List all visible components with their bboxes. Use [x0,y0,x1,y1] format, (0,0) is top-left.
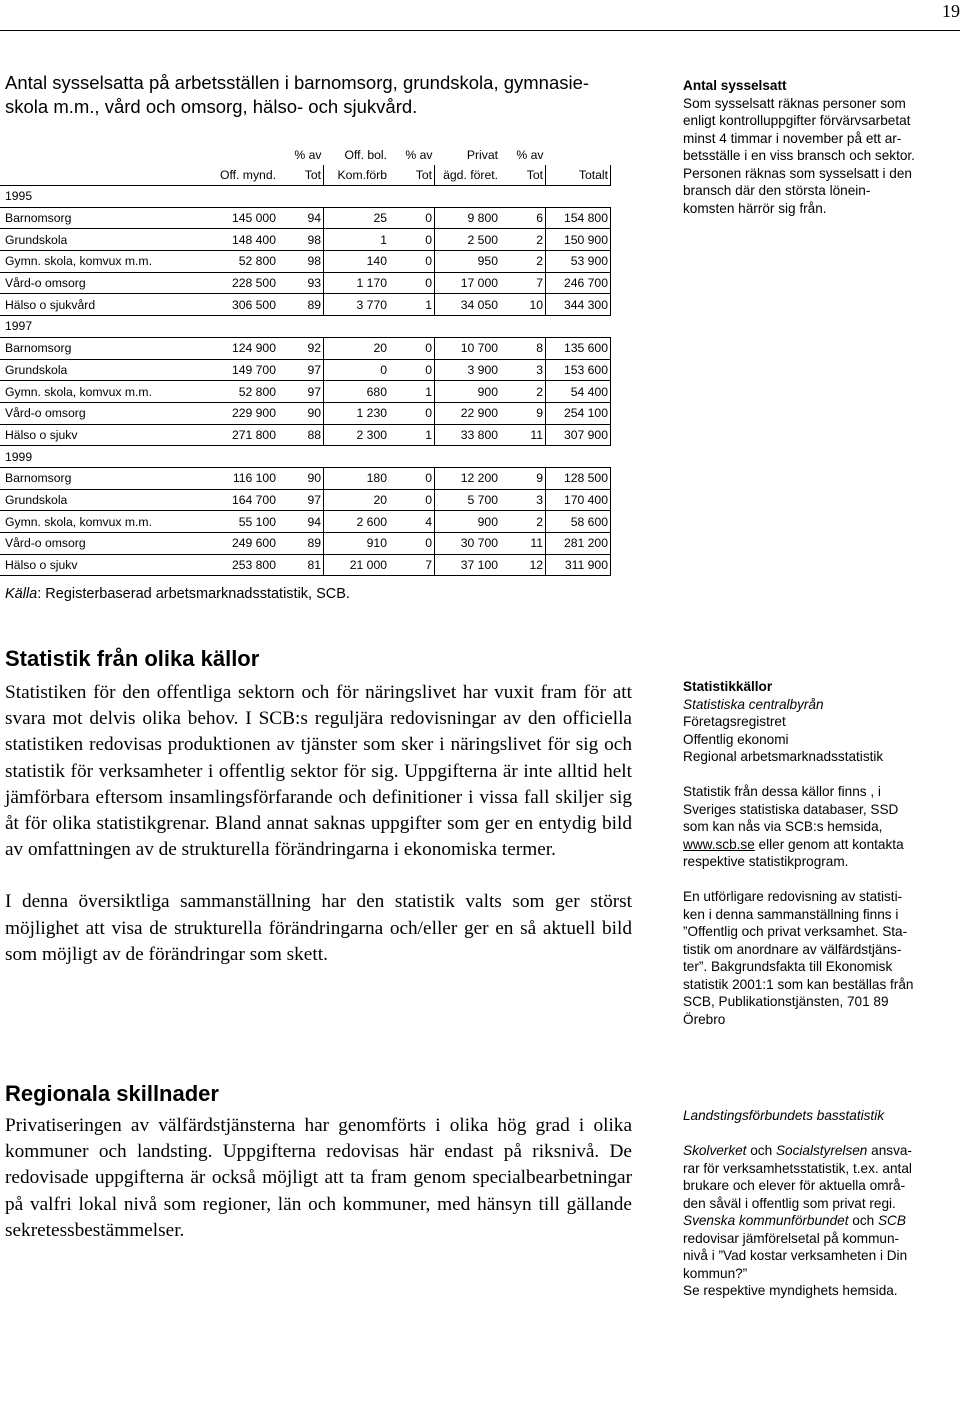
row-label-cell: 1995 [0,186,214,208]
table-cell: 148 400 [214,229,278,251]
sidebar-text: ansva- [867,1143,912,1158]
table-cell: 254 100 [546,402,611,424]
table-row [0,402,611,424]
table-cell: 135 600 [546,337,611,359]
table-cell: 153 600 [546,359,611,381]
table-title-line-2: skola m.m., vård och omsorg, hälso- och sjukvård. [5,96,418,117]
section-heading-regionala: Regionala skillnader [5,1081,219,1106]
table-cell: 7 [500,272,546,294]
table-cell: 90 [278,402,324,424]
table-cell: 307 900 [546,424,611,446]
sidebar-text: och [848,1213,878,1228]
table-cell: 90 [278,467,324,489]
table-cell: 306 500 [214,294,278,316]
table-cell: 3 [500,359,546,381]
table-row [0,337,611,359]
table-cell: 164 700 [214,489,278,511]
table-cell [500,446,546,468]
table-cell: 9 [500,467,546,489]
table-cell: 52 800 [214,381,278,403]
table-cell: 0 [389,489,435,511]
sidebar-italic-line: Statistiska centralbyrån [683,696,824,712]
sidebar-line: betsställe i en viss bransch och sektor. [683,148,915,163]
table-cell: 98 [278,251,324,273]
table-cell: % av [516,148,544,162]
employment-table [0,145,611,576]
sidebar-line: minst 4 timmar i november på ett ar- [683,130,902,146]
table-row [0,251,611,273]
sidebar-heading: Statistikkällor [683,679,773,694]
sidebar-line: ”Offentlig och privat verksamhet. Sta- [683,924,908,939]
table-cell: 0 [389,467,435,489]
source-text: : Registerbaserad arbetsmarknadsstatistik, SCB. [37,586,350,602]
sidebar-line: nivå i ”Vad kostar verksamheten i Din [683,1248,908,1263]
table-cell: 180 [324,467,390,489]
paragraph: Privatiseringen av välfärdstjänsterna har genomförts i olika hög grad i olika kommuner och landsting. Uppgifterna redovisas här endast på riksnivå. De redovisade uppgifterna är också möjligt att ta fram genom specialbearbetningar på valfri lokal nivå som regioner, län och kommuner, med hänsyn till gällande sekretessbestämmelser. [5,1115,632,1241]
row-label-cell: Grundskola [0,489,214,511]
table-cell: 97 [278,359,324,381]
table-cell [389,446,435,468]
table-cell: 246 700 [546,272,611,294]
table-row [0,229,611,251]
table-cell: 89 [278,294,324,316]
table-cell: 1 [389,381,435,403]
table-row [0,272,611,294]
sidebar-italic-line: Landstingsförbundets basstatistik [683,1108,885,1123]
sidebar-list-item: Företagsregistret [683,714,786,729]
table-cell: 229 900 [214,402,278,424]
table-cell: 10 [500,294,546,316]
table-cell: 92 [278,337,324,359]
table-cell [278,316,324,338]
sidebar-myndigheter [683,1107,955,1300]
table-cell [324,446,390,468]
table-cell [500,316,546,338]
table-cell: 33 800 [435,424,501,446]
table-row [0,554,611,576]
table-cell: 900 [435,511,501,533]
table-header-row [0,145,611,165]
row-label-cell [0,145,214,165]
table-row [0,207,611,229]
table-cell [214,446,278,468]
table-cell: 37 100 [435,554,501,576]
year-row [0,446,611,468]
source-note [5,585,350,603]
page-number: 19 [942,1,960,21]
table-cell: 2 600 [324,511,390,533]
sidebar-line: En utförligare redovisning av statisti- [683,889,903,904]
scb-name: SCB [877,1213,906,1228]
table-cell [546,446,611,468]
table-row [0,489,611,511]
row-label-cell [0,165,214,186]
table-cell: 1 [389,424,435,446]
table-cell: 910 [324,533,390,555]
table-cell: Privat [466,148,498,162]
table-cell [435,446,501,468]
table-cell: 5 700 [435,489,501,511]
table-cell [389,186,435,208]
table-cell: 0 [389,337,435,359]
table-title-line-1: Antal sysselsatta på arbetsställen i barnomsorg, grundskola, gymnasie- [5,72,590,93]
table-cell: 6 [500,207,546,229]
table-cell: 3 [500,489,546,511]
socialstyrelsen-name: Socialstyrelsen [775,1143,868,1158]
source-label: Källa [5,586,38,602]
sidebar-line: den såväl i offentlig som privat regi. [683,1195,896,1211]
section-body-regionala [5,1113,632,1244]
table-title [5,71,645,119]
row-label-cell: Grundskola [0,359,214,381]
table-cell: 228 500 [214,272,278,294]
table-cell: 2 [500,511,546,533]
table-cell: ägd. föret. [435,165,501,186]
section-body-statistik [5,680,632,968]
table-cell: % av [294,148,322,162]
table-cell [278,186,324,208]
table-cell: 11 [500,533,546,555]
table-cell: 2 500 [435,229,501,251]
table-cell: 9 800 [435,207,501,229]
sidebar-line: som kan nås via SCB:s hemsida, [683,819,883,834]
table-cell [214,186,278,208]
table-cell: 54 400 [546,381,611,403]
year-row [0,316,611,338]
table-cell: 4 [389,511,435,533]
paragraph: I denna översiktliga sammanställning har den statistik valts som ger störst möjlighet att visa de strukturella förändringarna och/eller ger en så aktuell bild som möjligt av de förändringar som skett. [5,891,632,965]
table-cell: 1 170 [324,272,390,294]
table-cell: 2 [500,251,546,273]
sidebar-line: Se respektive myndighets hemsida. [683,1283,898,1298]
sidebar-line: kommun?” [683,1265,748,1281]
table-cell: 81 [278,554,324,576]
table-cell: 52 800 [214,251,278,273]
sidebar-text: eller genom att kontakta [754,836,904,852]
sidebar-line: tistik om anordnare av välfärdstjäns- [683,941,902,957]
table-cell: 145 000 [214,207,278,229]
table-cell: 0 [389,402,435,424]
row-label-cell: 1999 [0,446,214,468]
table-cell: 128 500 [546,467,611,489]
table-header-row [0,165,611,186]
row-label-cell: Vård-o omsorg [0,272,214,294]
table-cell: 170 400 [546,489,611,511]
table-cell: Tot [389,165,435,186]
table-cell [278,446,324,468]
table-cell [500,186,546,208]
table-row [0,533,611,555]
table-cell [546,316,611,338]
table-cell [546,186,611,208]
table-cell [214,145,278,165]
year-row [0,186,611,208]
sidebar-line: komsten härrör sig från. [683,200,827,216]
table-cell: 680 [324,381,390,403]
table-cell: 12 200 [435,467,501,489]
table-cell: 1 [389,294,435,316]
sidebar-line: redovisar jämförelsetal på kommun- [683,1230,900,1246]
sidebar-heading: Antal sysselsatt [683,78,787,93]
table-cell: 97 [278,381,324,403]
table-cell: 1 230 [324,402,390,424]
table-row [0,359,611,381]
row-label-cell: Grundskola [0,229,214,251]
table-row [0,467,611,489]
table-cell: 149 700 [214,359,278,381]
sidebar-line: brukare och elever för aktuella områ- [683,1178,906,1193]
table-cell: Tot [278,165,324,186]
row-label-cell: Vård-o omsorg [0,533,214,555]
table-cell: 20 [324,489,390,511]
table-cell [324,186,390,208]
row-label-cell: Barnomsorg [0,467,214,489]
skolverket-name: Skolverket [683,1143,747,1158]
table-cell: 22 900 [435,402,501,424]
table-cell: 8 [500,337,546,359]
table-cell: 94 [278,511,324,533]
table-cell: 3 770 [324,294,390,316]
table-cell: 98 [278,229,324,251]
top-rule [0,30,960,31]
table-cell: 53 900 [546,251,611,273]
table-cell [389,316,435,338]
table-cell: Kom.förb [324,165,390,186]
table-cell: 3 900 [435,359,501,381]
table-row [0,294,611,316]
table-cell [546,145,611,165]
table-cell: 249 600 [214,533,278,555]
sidebar-line: Statistik från dessa källor finns , i [683,784,881,799]
table-cell: 30 700 [435,533,501,555]
table-cell: 124 900 [214,337,278,359]
sidebar-line: Personen räknas som sysselsatt i den [683,165,912,181]
row-label-cell: Hälso o sjukvård [0,294,214,316]
sidebar-line: respektive statistikprogram. [683,854,849,869]
table-cell: 0 [324,359,390,381]
table-cell: 17 000 [435,272,501,294]
table-cell: 900 [435,381,501,403]
table-cell: 2 [500,381,546,403]
table-cell: 2 [500,229,546,251]
table-cell: 97 [278,489,324,511]
sidebar-line: rar för verksamhetsstatistik, t.ex. antal [683,1160,912,1176]
table-cell: 116 100 [214,467,278,489]
scb-link[interactable]: www.scb.se [683,836,755,852]
table-cell: 0 [389,359,435,381]
table-cell: 0 [389,207,435,229]
sidebar-line: Örebro [683,1011,726,1027]
sidebar-line: Som sysselsatt räknas personer som [683,95,906,111]
row-label-cell: Vård-o omsorg [0,402,214,424]
sidebar-line: bransch där den största lönein- [683,183,871,198]
table-cell: 950 [435,251,501,273]
sidebar-line: Sveriges statistiska databaser, SSD [683,801,899,817]
sidebar-line: ken i denna sammanställning finns i [683,906,899,922]
table-cell: 11 [500,424,546,446]
table-cell: 271 800 [214,424,278,446]
table-cell [435,316,501,338]
table-row [0,511,611,533]
svenska-kommunforbundet-name: Svenska kommunförbundet [683,1213,849,1228]
row-label-cell: Hälso o sjukv [0,424,214,446]
table-row [0,424,611,446]
sidebar-line: statistik 2001:1 som kan beställas från [683,976,914,992]
table-cell: 12 [500,554,546,576]
sidebar-list-item: Offentlig ekonomi [683,731,789,747]
table-cell: 25 [324,207,390,229]
table-cell [214,316,278,338]
section-heading-statistik: Statistik från olika källor [5,646,260,671]
table-cell: 88 [278,424,324,446]
table-cell: 34 050 [435,294,501,316]
row-label-cell: Barnomsorg [0,207,214,229]
table-cell: 21 000 [324,554,390,576]
table-cell: 0 [389,533,435,555]
sidebar-list-item: Regional arbetsmarknadsstatistik [683,749,884,764]
sidebar-statistikkallor [683,678,955,1028]
table-cell: 10 700 [435,337,501,359]
table-cell: Tot [500,165,546,186]
table-cell: Totalt [546,165,611,186]
row-label-cell: Gymn. skola, komvux m.m. [0,381,214,403]
paragraph: Statistiken för den offentliga sektorn och för näringslivet har vuxit fram för att svara mot delvis olika behov. I SCB:s reguljära redovisningar av den officiella statistiken redovisas produktionen av tjänster som sker i näringslivet för sig och statistik för verksamheter i offentlig sektor för sig. Uppgifterna är inte alltid helt jämförbara eftersom insamlingsförfarande och definitioner i vissa fall skiljer sig åt för olika statistikgrenar. Bland annat saknas uppgifter som ger en entydig bild av omfattningen av de strukturella förändringarna i ekonomiska termer. [5,682,632,861]
table-cell: 55 100 [214,511,278,533]
table-cell: 344 300 [546,294,611,316]
table-cell: 58 600 [546,511,611,533]
table-row [0,381,611,403]
table-cell: 0 [389,229,435,251]
table-cell: 311 900 [546,554,611,576]
table-cell: 0 [389,251,435,273]
sidebar-line: ter”. Bakgrundsfakta till Ekonomisk [683,959,893,974]
table-cell: 150 900 [546,229,611,251]
sidebar-line: SCB, Publikationstjänsten, 701 89 [683,994,889,1009]
row-label-cell: Hälso o sjukv [0,554,214,576]
table-cell: 253 800 [214,554,278,576]
table-cell: 154 800 [546,207,611,229]
table-cell: Off. mynd. [214,165,278,186]
table-cell: 1 [324,229,390,251]
row-label-cell: 1997 [0,316,214,338]
table-cell: 20 [324,337,390,359]
sidebar-line: enligt kontrolluppgifter förvärvsarbetat [683,113,911,128]
sidebar-text: och [746,1143,776,1158]
table-cell: Off. bol. [344,148,387,162]
table-cell: 93 [278,272,324,294]
table-cell [324,316,390,338]
table-cell: 94 [278,207,324,229]
row-label-cell: Barnomsorg [0,337,214,359]
table-cell: 89 [278,533,324,555]
table-cell: % av [405,148,433,162]
table-cell: 7 [389,554,435,576]
table-cell: 140 [324,251,390,273]
table-cell: 281 200 [546,533,611,555]
table-cell: 2 300 [324,424,390,446]
table-cell: 9 [500,402,546,424]
row-label-cell: Gymn. skola, komvux m.m. [0,251,214,273]
table-cell: 0 [389,272,435,294]
row-label-cell: Gymn. skola, komvux m.m. [0,511,214,533]
table-cell [435,186,501,208]
sidebar-antal-sysselsatt [683,77,955,217]
